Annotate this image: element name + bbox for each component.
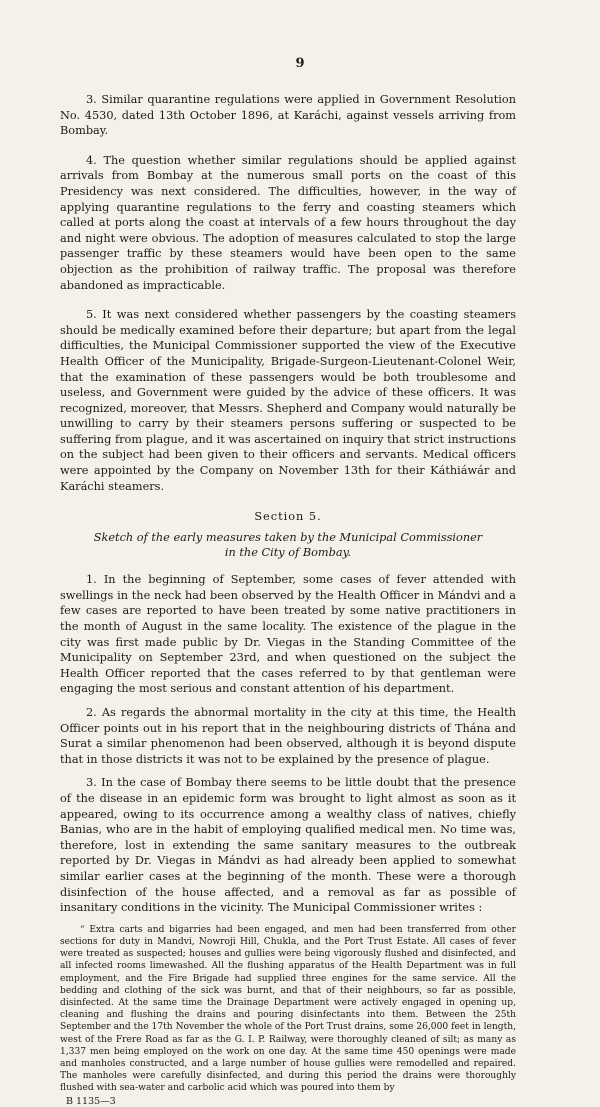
section-5-paragraph-3: 3. In the case of Bombay there seems to be little doubt that the presence of the disease in an epidemic form was brought to light almost as soon as it appeared, owing to its occurrence among a wealthy class of natives, chiefly Banias, who are in the habit of employing qualified medical men. No time was, therefore, lost in extending the same sanitary measures to the outbreak reported by Dr. Viegas in Mándvi as had already been applied to somewhat similar earlier cases at the beginning of the month. These were a thorough disinfection of the house affected, and a removal as far as possible of insanitary conditions in the vicinity. The Municipal Commissioner writes : <box>60 776 516 915</box>
paragraph-5: 5. It was next considered whether passengers by the coasting steamers should be medically examined before their departure; but apart from the legal difficulties, the Municipal Commissioner supported the view of the Executive Health Officer of the Municipality, Brigade-Surgeon-Lieutenant-Colonel Weir, that the examination of these passengers would be both troublesome and useless, and Government were guided by the advice of these officers. It was recognized, moreover, that Messrs. Shepherd and Company would naturally be unwilling to carry by their steamers persons suffering or suspected to be suffering from plague, and it was ascertained on inquiry that strict instructions on the subject had been given to their officers and servants. Medical officers were appointed by the Company on November 13th for their Káthiáwár and Karáchi steamers. <box>60 308 516 493</box>
body-text <box>60 92 516 1107</box>
section-5-paragraph-1: 1. In the beginning of September, some cases of fever attended with swellings in the neck had been observed by the Health Officer in Mándvi and a few cases are reported to have been treated by some native practitioners in the month of August in the same locality. The existence of the plague in the city was first made public by Dr. Viegas in the Standing Committee of the Municipality on September 23rd, and when questioned on the subject the Health Officer reported that the cases referred to by that gentleman were engaging the most serious and constant attention of his department. <box>60 573 516 696</box>
section-subtitle-line-1: Sketch of the early measures taken by the Municipal Commissioner <box>93 531 483 545</box>
section-5-paragraph-2: 2. As regards the abnormal mortality in the city at this time, the Health Officer points out in his report that in the neighbouring districts of Thána and Surat a similar phenomenon had been observed, although it is beyond dispute that in those districts it was not to be explained by the presence of plague. <box>60 706 516 766</box>
commissioner-quote: “ Extra carts and bigarries had been engaged, and men had been transferred from other sections for duty in Mandvi, Nowroji Hill, Chukla, and the Port Trust Estate. All cases of fever were treated as suspected; houses and gullies were being vigorously flushed and disinfected, and all infected rooms limewashed. All the flushing apparatus of the Health Department was in full employment, and the Fire Brigade had supplied three engines for the same service. All the bedding and clothing of the sick was burnt, and that of their neighbours, so far as possible, disinfected. At the same time the Drainage Department were actively engaged in opening up, cleaning and flushing the drains and pouring disinfectants into them. Between the 25th September and the 17th November the whole of the Port Trust drains, some 26,000 feet in length, west of the Frere Road as far as the G. I. P. Railway, were thoroughly cleaned of silt; as many as 1,337 men being employed on the work on one day. At the same time 450 openings were made and manholes constructed, and a large number of house gullies were remodelled and repaired. The manholes were carefully disinfected, and during this period the drains were thoroughly flushed with sea-water and carbolic acid which was poured into them by <box>60 924 516 1094</box>
section-5-body <box>60 572 516 915</box>
section-subtitle <box>60 530 516 560</box>
section-heading: Section 5. <box>254 510 322 524</box>
page-number: 9 <box>295 56 305 71</box>
signature-mark: B 1135—3 <box>66 1095 116 1107</box>
section-4-continuation <box>60 92 516 494</box>
paragraph-3: 3. Similar quarantine regulations were applied in Government Resolution No. 4530, dated 13th October 1896, at Karáchi, against vessels arriving from Bombay. <box>60 93 516 138</box>
paragraph-4: 4. The question whether similar regulations should be applied against arrivals from Bombay at the numerous small ports on the coast of this Presidency was next considered. The difficulties, however, in the way of applying quarantine regulations to the ferry and coasting steamers which called at ports along the coast at intervals of a few hours throughout the day and night were obvious. The adoption of measures calculated to stop the large passenger traffic by these steamers would have been open to the same objection as the prohibition of railway traffic. The proposal was therefore abandoned as impracticable. <box>60 153 516 292</box>
section-subtitle-line-2: in the City of Bombay. <box>224 546 352 560</box>
